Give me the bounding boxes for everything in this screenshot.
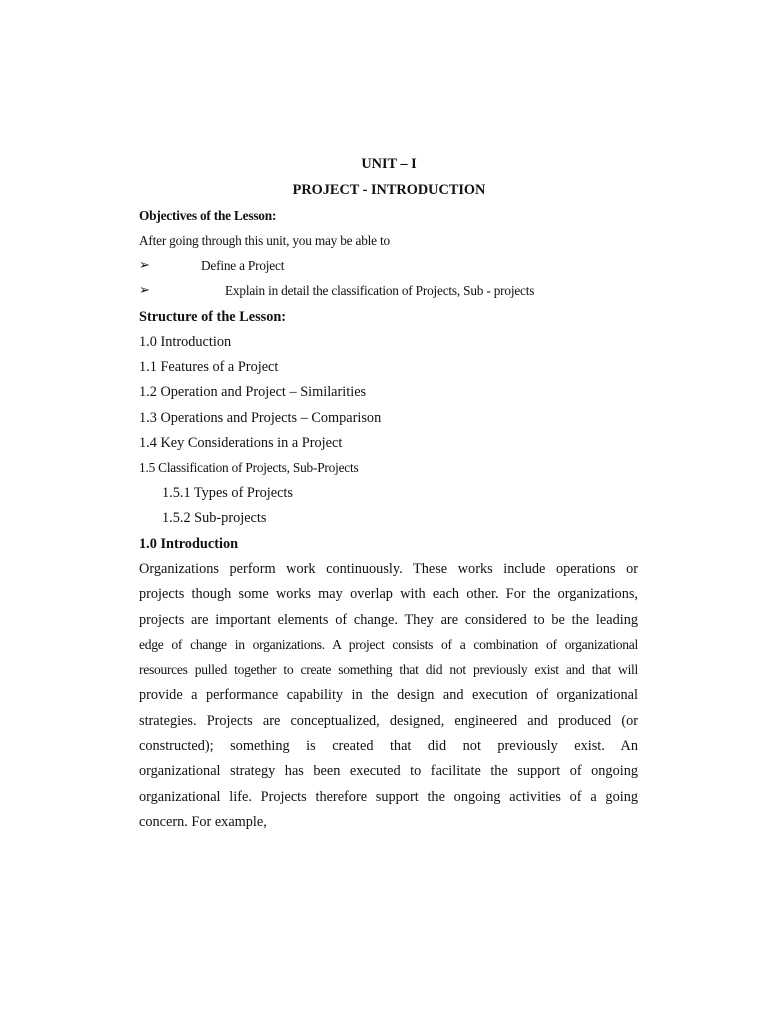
objective-item: Define a Project [201, 258, 285, 273]
bullet-arrow-icon: ➢ [139, 283, 150, 298]
paragraph-line: concern. For example, [139, 813, 267, 830]
structure-item: 1.1 Features of a Project [139, 359, 279, 375]
paragraph-line: projects are important elements of change. They are considered to be the leading [139, 611, 638, 628]
structure-subitem: 1.5.1 Types of Projects [162, 485, 293, 501]
objectives-heading: Objectives of the Lesson: [139, 208, 277, 223]
bullet-arrow-icon: ➢ [139, 258, 150, 273]
page-title: PROJECT - INTRODUCTION [292, 182, 486, 198]
paragraph-line: strategies. Projects are conceptualized, designed, engineered and produced (or [139, 712, 638, 729]
unit-heading: UNIT – I [361, 156, 417, 172]
paragraph-line: Organizations perform work continuously. These works include operations or [139, 561, 638, 577]
paragraph-line: organizational life. Projects therefore support the ongoing activities of a going [139, 788, 638, 805]
objective-item: Explain in detail the classification of Projects, Sub - projects [225, 283, 535, 298]
structure-subitem: 1.5.2 Sub-projects [162, 510, 267, 526]
structure-item: 1.0 Introduction [139, 334, 232, 350]
paragraph-line: provide a performance capability in the design and execution of organizational [139, 687, 638, 704]
section-heading: 1.0 Introduction [139, 536, 239, 552]
paragraph-line: edge of change in organizations. A project consists of a combination of organizational [139, 636, 638, 652]
structure-item: 1.2 Operation and Project – Similarities [139, 384, 367, 400]
paragraph-line: constructed); something is created that did not previously exist. An [139, 738, 638, 755]
paragraph-line: projects though some works may overlap with each other. For the organizations, [139, 586, 638, 603]
objectives-intro: After going through this unit, you may be able to [139, 233, 390, 248]
structure-item: 1.5 Classification of Projects, Sub-Projects [139, 460, 359, 475]
intro-paragraph [139, 560, 638, 838]
structure-item: 1.3 Operations and Projects – Comparison [139, 410, 382, 426]
paragraph-line: resources pulled together to create something that did not previously exist and that will [139, 662, 638, 678]
structure-item: 1.4 Key Considerations in a Project [139, 435, 343, 451]
paragraph-line: organizational strategy has been executed to facilitate the support of ongoing [139, 763, 638, 780]
structure-heading: Structure of the Lesson: [139, 309, 287, 325]
